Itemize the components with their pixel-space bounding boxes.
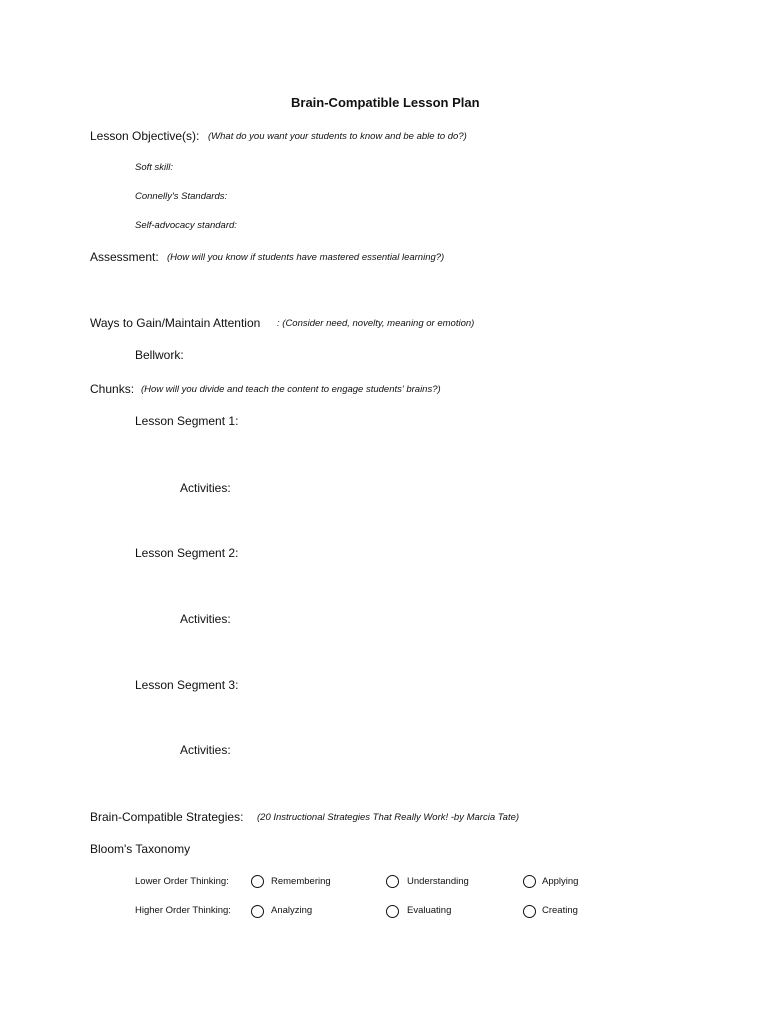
attention-hint: : (Consider need, novelty, meaning or emotion) — [277, 318, 475, 329]
higher-order-label: Higher Order Thinking: — [135, 905, 231, 916]
assessment-hint: (How will you know if students have mastered essential learning?) — [167, 252, 445, 263]
activities-1-label: Activities: — [180, 481, 231, 495]
activities-2-label: Activities: — [180, 612, 231, 626]
objective-label: Lesson Objective(s): — [90, 129, 200, 143]
activities-3-label: Activities: — [180, 743, 231, 757]
creating-label: Creating — [542, 905, 578, 916]
assessment-label: Assessment: — [90, 250, 159, 264]
connellys-standards-label: Connelly's Standards: — [135, 191, 228, 202]
self-advocacy-label: Self-advocacy standard: — [135, 220, 237, 231]
creating-radio[interactable] — [523, 905, 536, 918]
soft-skill-label: Soft skill: — [135, 162, 174, 173]
strategies-label: Brain-Compatible Strategies: — [90, 810, 244, 824]
understanding-radio[interactable] — [386, 875, 399, 888]
analyzing-label: Analyzing — [271, 905, 313, 916]
understanding-label: Understanding — [407, 876, 469, 887]
evaluating-radio[interactable] — [386, 905, 399, 918]
objective-hint: (What do you want your students to know and be able to do?) — [208, 131, 467, 142]
remembering-label: Remembering — [271, 876, 331, 887]
remembering-radio[interactable] — [251, 875, 264, 888]
chunks-hint: (How will you divide and teach the content to engage students' brains?) — [141, 384, 441, 395]
blooms-label: Bloom's Taxonomy — [90, 842, 191, 856]
page-title: Brain-Compatible Lesson Plan — [291, 95, 480, 110]
applying-radio[interactable] — [523, 875, 536, 888]
applying-label: Applying — [542, 876, 579, 887]
lower-order-label: Lower Order Thinking: — [135, 876, 229, 887]
evaluating-label: Evaluating — [407, 905, 452, 916]
lesson-segment-3-label: Lesson Segment 3: — [135, 678, 239, 692]
lesson-segment-1-label: Lesson Segment 1: — [135, 414, 239, 428]
analyzing-radio[interactable] — [251, 905, 264, 918]
bellwork-label: Bellwork: — [135, 348, 184, 362]
chunks-label: Chunks: — [90, 382, 135, 396]
attention-label: Ways to Gain/Maintain Attention — [90, 316, 261, 330]
lesson-segment-2-label: Lesson Segment 2: — [135, 546, 239, 560]
strategies-hint: (20 Instructional Strategies That Really Work! -by Marcia Tate) — [257, 812, 520, 823]
